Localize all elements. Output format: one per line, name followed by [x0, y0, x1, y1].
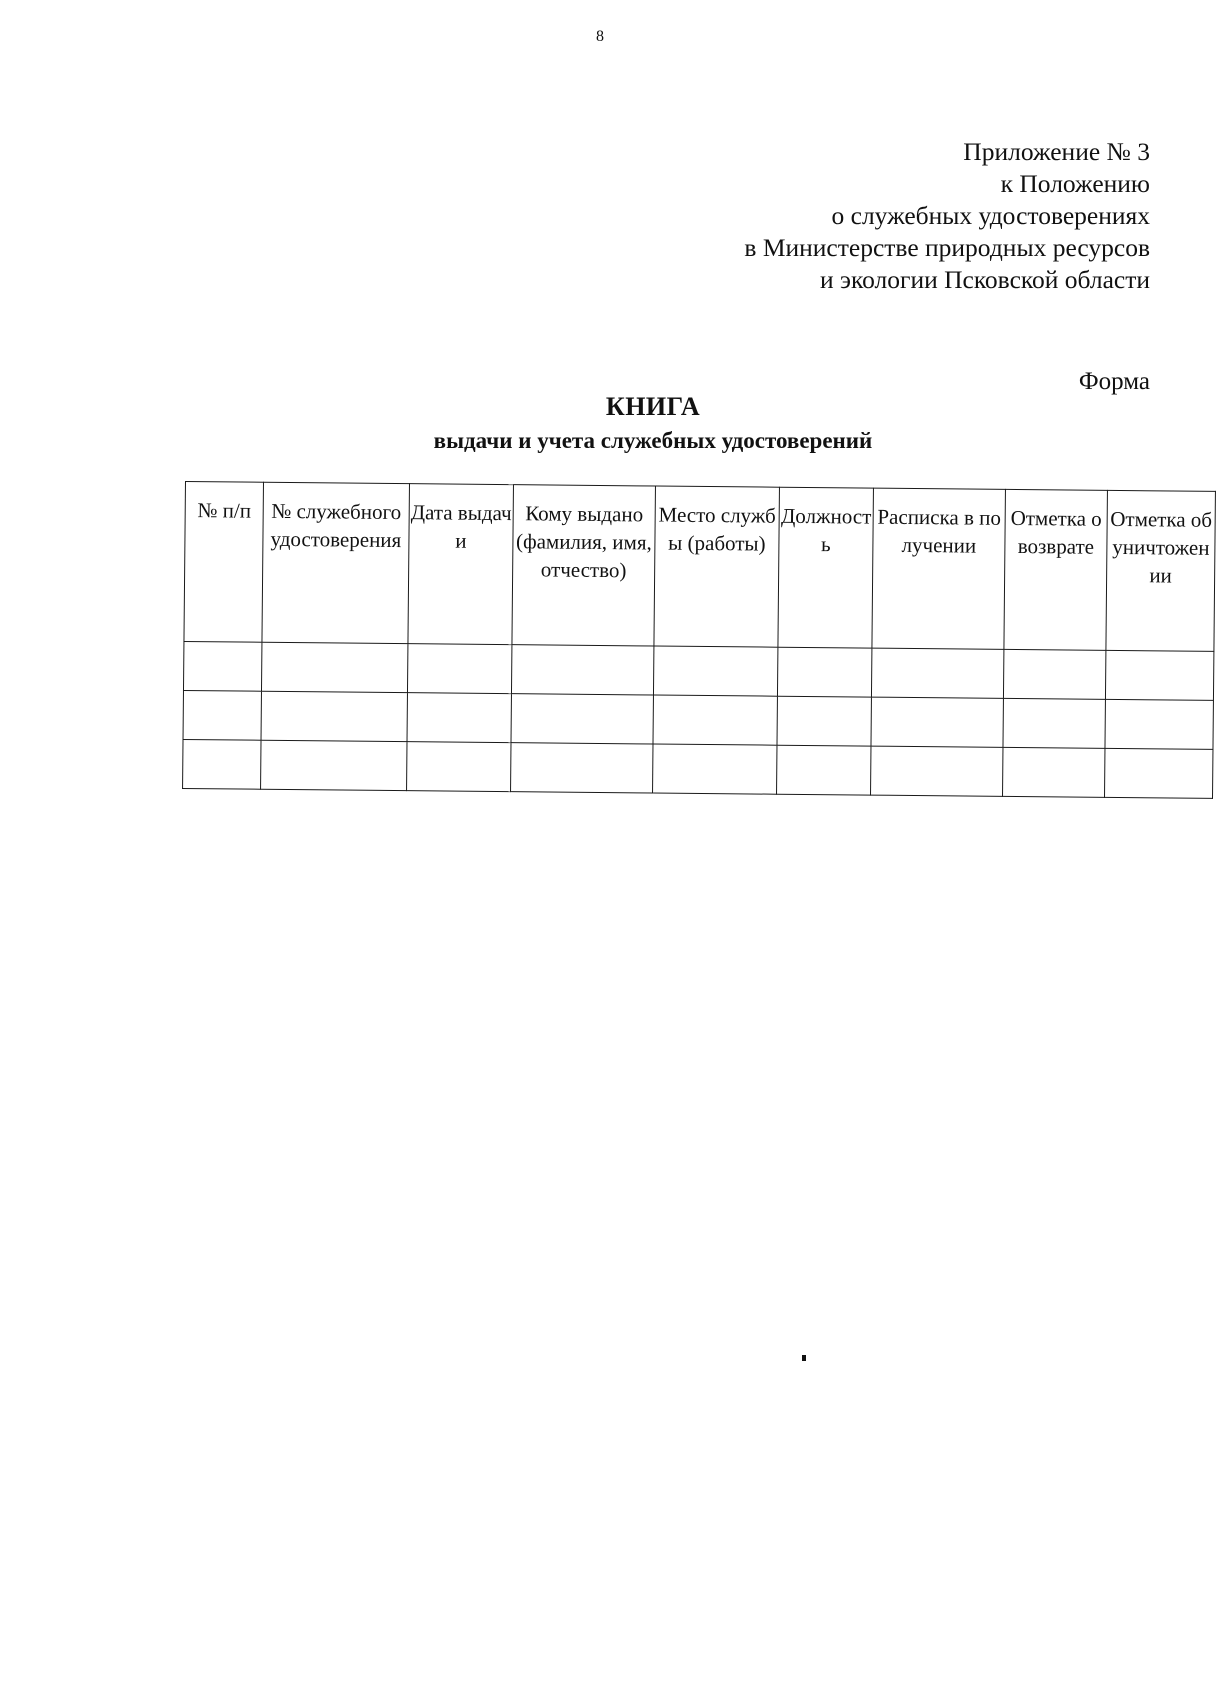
- table-cell: [407, 742, 511, 792]
- table-cell: [777, 745, 871, 795]
- table-cell: [1105, 650, 1213, 700]
- table-cell: [777, 647, 871, 697]
- table-cell: [1003, 747, 1105, 797]
- table-cell: [653, 695, 777, 745]
- table-cell: [653, 646, 777, 696]
- annex-line: Приложение № 3: [963, 137, 1150, 166]
- table-cell: [1105, 699, 1213, 749]
- annex-line: к Положению: [1000, 169, 1150, 198]
- document-title: КНИГА: [605, 392, 701, 421]
- annex-block: [744, 136, 1150, 296]
- form-label: Форма: [1078, 368, 1150, 395]
- table-header-row: [184, 482, 1215, 652]
- column-header-number: № п/п: [184, 482, 264, 643]
- table-cell: [871, 697, 1003, 747]
- table-cell: [871, 648, 1003, 698]
- page-number: 8: [596, 28, 604, 45]
- table-cell: [511, 743, 653, 793]
- table-cell: [183, 739, 261, 789]
- register-table: [182, 481, 1216, 799]
- table-cell: [1105, 748, 1213, 798]
- table-cell: [1003, 698, 1105, 748]
- table-cell: [407, 693, 511, 743]
- scan-speck: [802, 1355, 806, 1361]
- table-cell: [871, 746, 1003, 796]
- column-header-issued-to: Кому выдано (фамилия, имя, отчество): [512, 485, 656, 646]
- column-header-destruction-mark: Отметка об уничтожении: [1106, 490, 1216, 651]
- column-header-issue-date: Дата выдачи: [408, 484, 514, 645]
- column-header-receipt-signature: Расписка в получении: [872, 488, 1006, 649]
- annex-line: о служебных удостоверениях: [831, 201, 1150, 230]
- table-cell: [653, 744, 777, 794]
- table-cell: [777, 696, 871, 746]
- table-cell: [261, 642, 407, 692]
- annex-line: и экологии Псковской области: [820, 265, 1150, 294]
- document-subtitle: выдачи и учета служебных удостоверений: [433, 428, 873, 453]
- table-cell: [511, 645, 653, 695]
- table-cell: [511, 694, 653, 744]
- table-cell: [1003, 649, 1105, 699]
- table-cell: [183, 690, 261, 740]
- table-cell: [261, 691, 407, 741]
- table-cell: [183, 641, 261, 691]
- table-cell: [261, 740, 407, 790]
- annex-line: в Министерстве природных ресурсов: [744, 233, 1150, 262]
- table-cell: [407, 644, 511, 694]
- column-header-certificate-number: № служебного удостоверения: [262, 482, 410, 643]
- column-header-return-mark: Отметка о возврате: [1004, 489, 1108, 650]
- column-header-workplace: Место службы (работы): [654, 486, 780, 647]
- table-row: [183, 739, 1213, 798]
- column-header-position: Должность: [778, 487, 874, 648]
